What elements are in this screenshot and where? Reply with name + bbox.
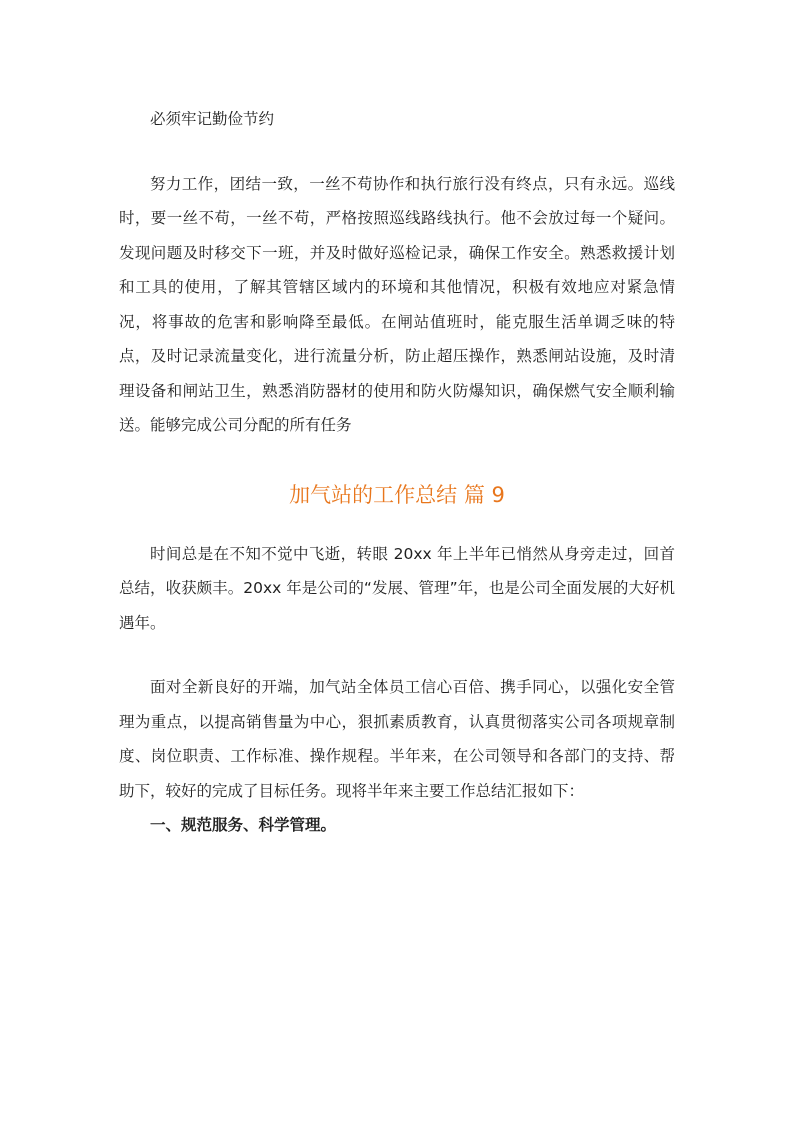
section-title-wrapper [119, 475, 675, 515]
paragraph-work-duties: 努力工作，团结一致，一丝不苟协作和执行旅行没有终点，只有永远。巡线时，要一丝不苟，一丝不苟，严格按照巡线路线执行。他不会放过每一个疑问。发现问题及时移交下一班，并及时做好巡检记录，确保工作安全。熟悉救援计划和工具的使用，了解其管辖区域内的环境和其他情况，积极有效地应对紧急情况，将事故的危害和影响降至最低。在闸站值班时，能克服生活单调乏味的特点，及时记录流量变化，进行流量分析，防止超压操作，熟悉闸站设施，及时清理设备和闸站卫生，熟悉消防器材的使用和防火防爆知识，确保燃气安全顺利输送。能够完成公司分配的所有任务 [119, 174, 675, 434]
section-title: 加气站的工作总结 篇 9 [289, 482, 505, 507]
paragraph-thrift: 必须牢记勤俭节约 [150, 110, 275, 128]
paragraph-overview: 面对全新良好的开端，加气站全体员工信心百倍、携手同心，以强化安全管理为重点，以提高销售量为中心，狠抓素质教育，认真贯彻落实公司各项规章制度、岗位职责、工作标准、操作规程。半年来，在公司领导和各部门的支持、帮助下，较好的完成了目标任务。现将半年来主要工作总结汇报如下： [119, 678, 675, 800]
paragraph-intro: 时间总是在不知不觉中飞逝，转眼 20xx 年上半年已悄然从身旁走过，回首总结，收获颇丰。20xx 年是公司的“发展、管理”年，也是公司全面发展的大好机遇年。 [119, 544, 675, 632]
document-body [119, 102, 675, 843]
subheading-service-management: 一、规范服务、科学管理。 [150, 816, 337, 834]
